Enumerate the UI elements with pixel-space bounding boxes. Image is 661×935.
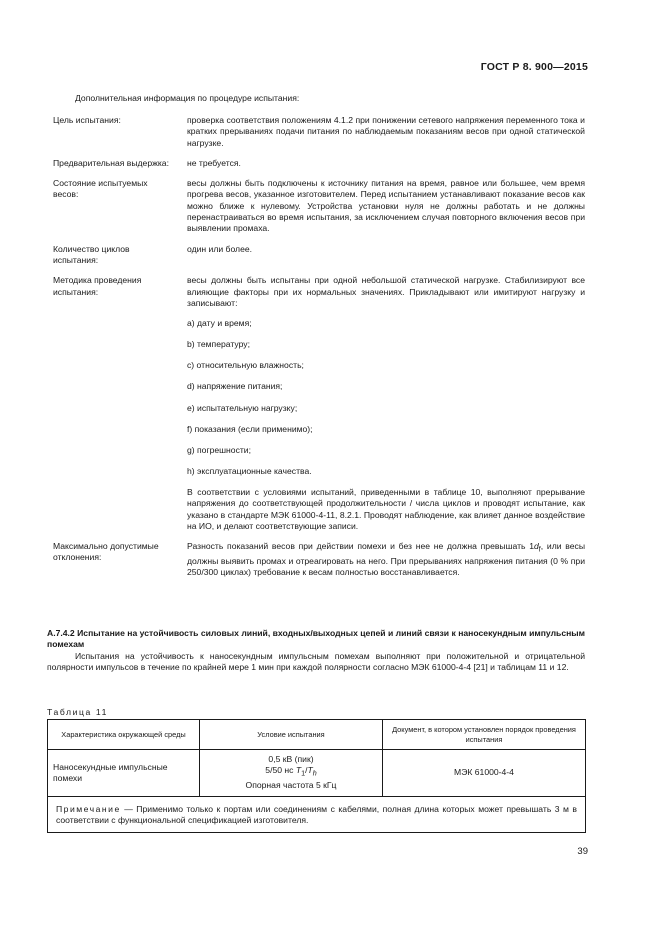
list-item: d) напряжение питания; [187, 381, 283, 392]
list-item: h) эксплуатационные качества. [187, 465, 312, 476]
list-item: c) относительную влажность; [187, 360, 304, 371]
note-label: Примечание [56, 803, 121, 814]
procedure-info-block [53, 115, 585, 588]
info-row-preconditioning [53, 158, 585, 169]
list-item: f) показания (если применимо); [187, 423, 313, 434]
info-row-purpose [53, 115, 585, 149]
document-code: ГОСТ Р 8. 900—2015 [480, 61, 588, 73]
table-cell-condition: 0,5 кВ (пик) 5/50 нс $T_1/T_h$ Опорная частота 5 кГц [200, 750, 383, 797]
table-header-cell: Характеристика окружающей среды [48, 720, 200, 750]
table-cell-document: МЭК 61000-4-4 [383, 750, 586, 797]
page-number: 39 [577, 846, 588, 857]
row-label: Методика проведения испытания: [53, 275, 142, 297]
row-value [187, 541, 585, 579]
table-note-row [48, 796, 586, 833]
row-paragraph: Разность показаний весов при действии помехи и без нее не должна превышать $1d_f$, или весы должны выявить промах и отреагировать на него. При прерываниях напряжения питания (0 % при 250/300 циклах) требование к весам полностью восстанавливается. [187, 541, 585, 578]
row-paragraph: В соответствии с условиями испытаний, приведенными в таблице 10, выполняют прерывание напряжения до соответствующей продолжительности / числа циклов и проводят испытание, как указано в стандарте МЭК 61000-4-11, 8.2.1. Проводят наблюдение, как влияет данное воздействие на ИО, и делают соответствующие записи. [187, 486, 585, 531]
table-cell-environment: Наносекундные импульсные помехи [48, 750, 200, 797]
info-row-eut-state [53, 178, 585, 234]
row-paragraph: один или более. [187, 243, 253, 254]
row-label: Предварительная выдержка: [53, 157, 169, 168]
table-caption: Таблица 11 [47, 707, 109, 717]
table-note [48, 796, 586, 833]
table-header-cell: Документ, в котором установлен порядок проведения испытания [383, 720, 586, 750]
intro-text: Дополнительная информация по процедуре испытания: [75, 93, 300, 103]
row-paragraph: проверка соответствия положениям 4.1.2 при понижении сетевого напряжения переменного тока и кратких прерываниях подачи питания по наблюдаемым показаниям весов при одной статической нагрузке. [187, 115, 585, 148]
row-label: Максимально допустимые отклонения: [53, 541, 159, 563]
info-row-max-errors [53, 541, 585, 579]
row-paragraph: весы должны быть испытаны при одной небольшой статической нагрузке. Стабилизируют все влияющие факторы при их нормальных значениях. Прикладывают или имитируют нагрузку и записывают: [187, 275, 585, 308]
section-a742 [47, 628, 585, 673]
note-text: — Применимо только к портам или соединениям с кабелями, полная длина которых может превышать 3 м в соответствии с функциональной спецификацией изготовителя. [56, 803, 577, 825]
table-row [48, 750, 586, 797]
row-label: Цель испытания: [53, 115, 121, 125]
table-11 [47, 719, 586, 833]
row-value [187, 178, 585, 234]
row-label: Состояние испытуемых весов: [53, 178, 148, 200]
row-value [187, 275, 585, 532]
row-value [187, 158, 585, 169]
table-header-row [48, 720, 586, 750]
row-value [187, 244, 585, 267]
section-heading: A.7.4.2 Испытание на устойчивость силовых линий, входных/выходных цепей и линий связи к наносекундным импульсным помехам [47, 628, 585, 650]
list-item: g) погрешности; [187, 444, 251, 455]
row-paragraph: не требуется. [187, 157, 241, 168]
table-header-cell: Условие испытания [200, 720, 383, 750]
row-paragraph: весы должны быть подключены к источнику питания на время, равное или большее, чем время прогрева весов, указанное изготовителем. Перед испытанием устанавливают показание весов как можно ближе к нулевому. Устройства установки нуля не должны работать и не должны перенастраиваться во время испытания, за исключением случая повторного включения весов при выявлении промаха. [187, 178, 585, 234]
info-row-cycles [53, 244, 585, 267]
section-paragraph: Испытания на устойчивость к наносекундным импульсным помехам выполняют при положительной и отрицательной полярности импульсов в течение по крайней мере 1 мин при каждой полярности согласно МЭК 61000-4-4 [21] и таблицам 11 и 12. [47, 650, 585, 672]
info-row-method [53, 275, 585, 532]
list-item: b) температуру; [187, 339, 250, 350]
list-item: e) испытательную нагрузку; [187, 402, 298, 413]
list-item: a) дату и время; [187, 318, 252, 329]
row-value [187, 115, 585, 149]
row-label: Количество циклов испытания: [53, 243, 130, 265]
